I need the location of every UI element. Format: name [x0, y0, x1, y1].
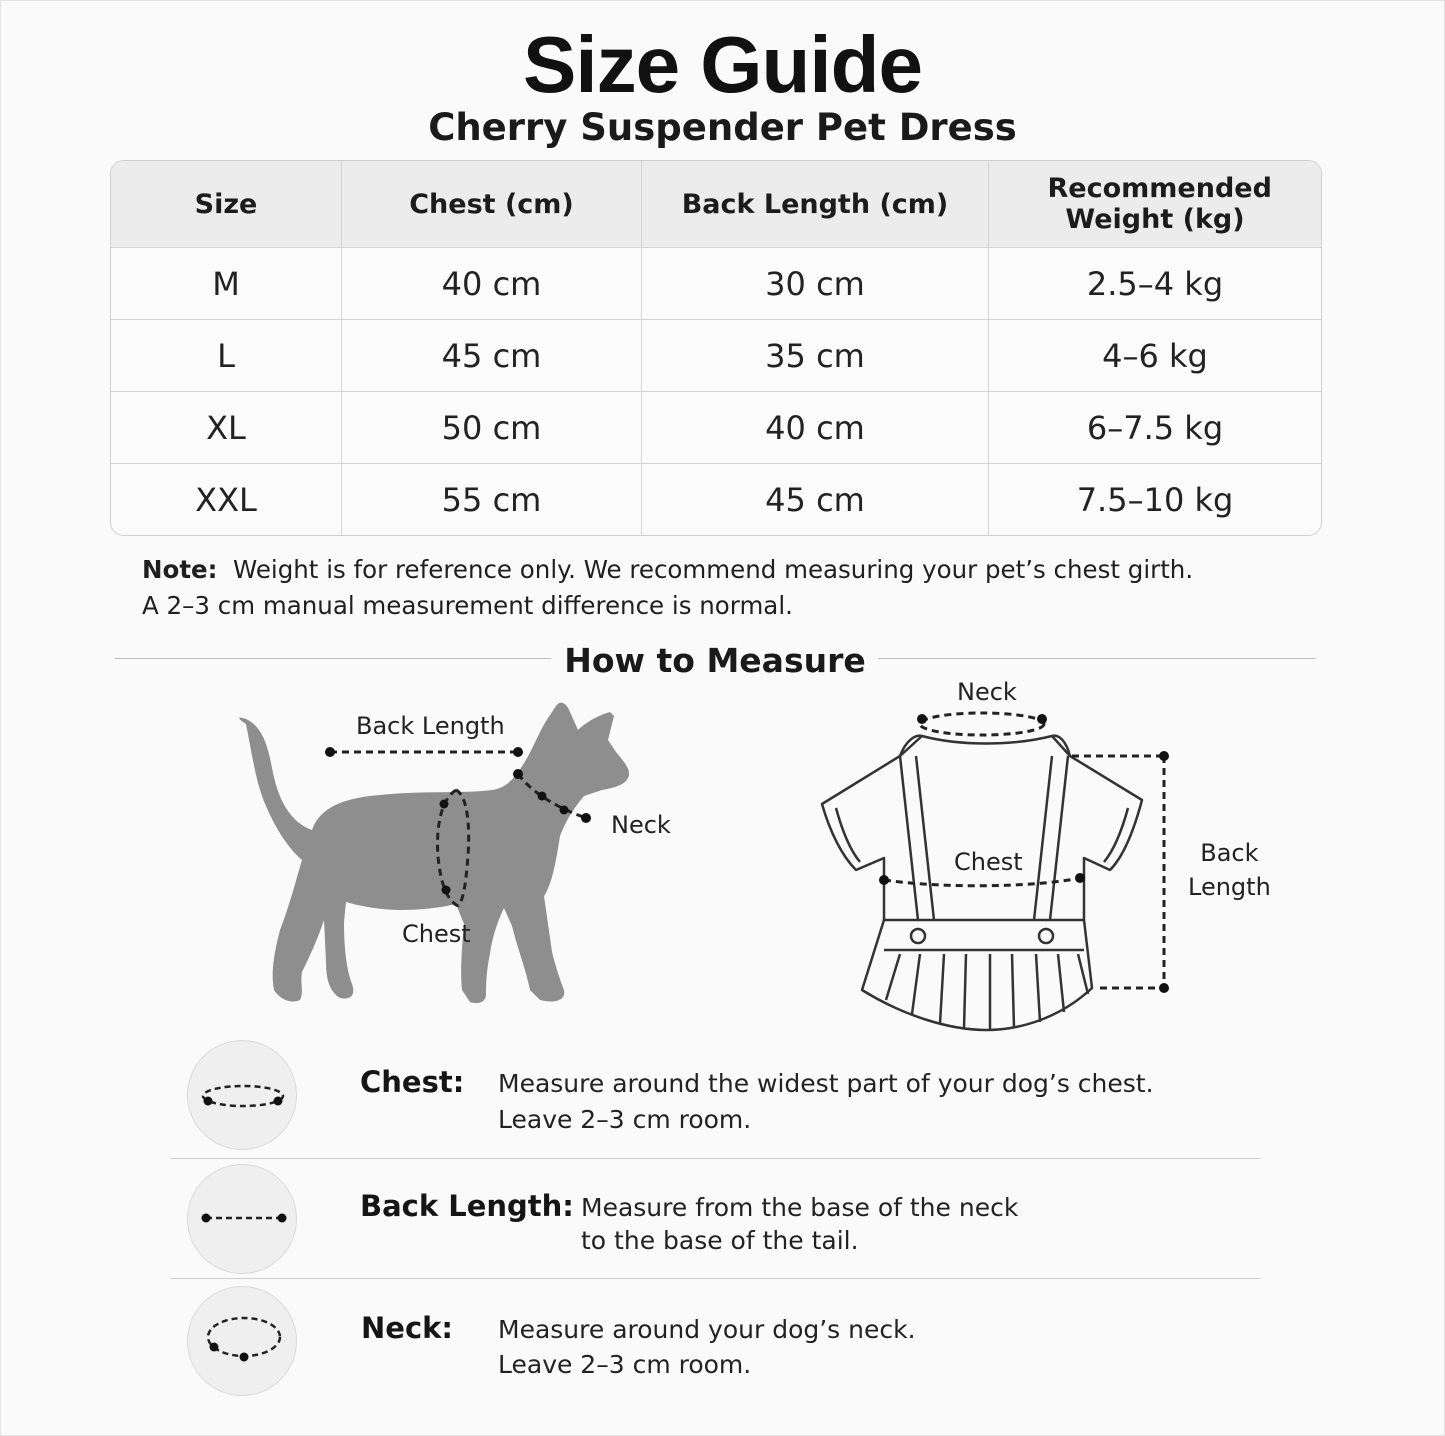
neck-instruction-line1: Measure around your dog’s neck.	[498, 1315, 916, 1344]
cat-back-length-marker	[325, 747, 523, 757]
cell-chest: 55 cm	[342, 464, 642, 535]
column-header-weight-text: Recommended Weight (kg)	[1047, 173, 1272, 235]
cell-size: L	[111, 320, 342, 392]
instruction-divider	[170, 1278, 1260, 1279]
back-length-instruction-line2: to the base of the tail.	[581, 1226, 859, 1255]
chest-instruction-line2: Leave 2–3 cm room.	[498, 1105, 752, 1134]
cell-weight: 2.5–4 kg	[989, 248, 1321, 320]
back-length-instruction-line1: Measure from the base of the neck	[581, 1193, 1019, 1222]
dress-outline-icon	[822, 736, 1142, 1030]
column-header-chest: Chest (cm)	[342, 161, 642, 248]
chest-instruction-title: Chest:	[360, 1065, 465, 1099]
back-length-instruction-title: Back Length:	[360, 1189, 574, 1223]
column-header-size: Size	[111, 161, 342, 248]
column-header-back-length: Back Length (cm)	[642, 161, 989, 248]
page-title: Size Guide	[523, 20, 922, 109]
cell-weight: 7.5–10 kg	[989, 464, 1321, 535]
dress-neck-marker	[917, 713, 1047, 735]
back-length-glyph	[188, 1165, 298, 1275]
dress-back-label-line1: Back	[1200, 839, 1259, 867]
product-subtitle: Cherry Suspender Pet Dress	[428, 106, 1017, 149]
dress-back-length-marker	[1072, 756, 1164, 988]
cell-weight: 6–7.5 kg	[989, 392, 1321, 464]
cell-weight: 4–6 kg	[989, 320, 1321, 392]
chest-loop-icon	[187, 1040, 297, 1150]
cell-size: M	[111, 248, 342, 320]
cat-back-length-label: Back Length	[356, 712, 505, 740]
neck-instruction-line2: Leave 2–3 cm room.	[498, 1350, 752, 1379]
cell-back-length: 40 cm	[642, 392, 989, 464]
dress-back-length-label	[1188, 836, 1271, 904]
cat-chest-label: Chest	[402, 920, 471, 948]
instruction-divider	[170, 1158, 1260, 1159]
back-length-line-icon	[187, 1164, 297, 1274]
cat-neck-label: Neck	[611, 811, 671, 839]
cell-size: XL	[111, 392, 342, 464]
neck-instruction-title: Neck:	[361, 1311, 454, 1345]
cell-back-length: 35 cm	[642, 320, 989, 392]
note-text-1: Weight is for reference only. We recommend measuring your pet’s chest girth.	[233, 555, 1194, 584]
cell-size: XXL	[111, 464, 342, 535]
cell-back-length: 30 cm	[642, 248, 989, 320]
cat-silhouette-icon	[239, 703, 629, 1003]
cell-chest: 50 cm	[342, 392, 642, 464]
neck-loop-icon	[187, 1286, 297, 1396]
cell-back-length: 45 cm	[642, 464, 989, 535]
chest-loop-glyph	[188, 1041, 298, 1151]
dress-back-label-line2: Length	[1188, 873, 1271, 901]
note-text-2: A 2–3 cm manual measurement difference is normal.	[142, 591, 793, 620]
neck-loop-glyph	[188, 1287, 298, 1397]
how-to-measure-heading: How to Measure	[564, 641, 866, 680]
note-label: Note:	[142, 555, 218, 584]
cell-chest: 45 cm	[342, 320, 642, 392]
chest-instruction-line1: Measure around the widest part of your dog’s chest.	[498, 1069, 1154, 1098]
dress-neck-label: Neck	[957, 678, 1017, 706]
cell-chest: 40 cm	[342, 248, 642, 320]
dress-chest-label: Chest	[954, 848, 1023, 876]
